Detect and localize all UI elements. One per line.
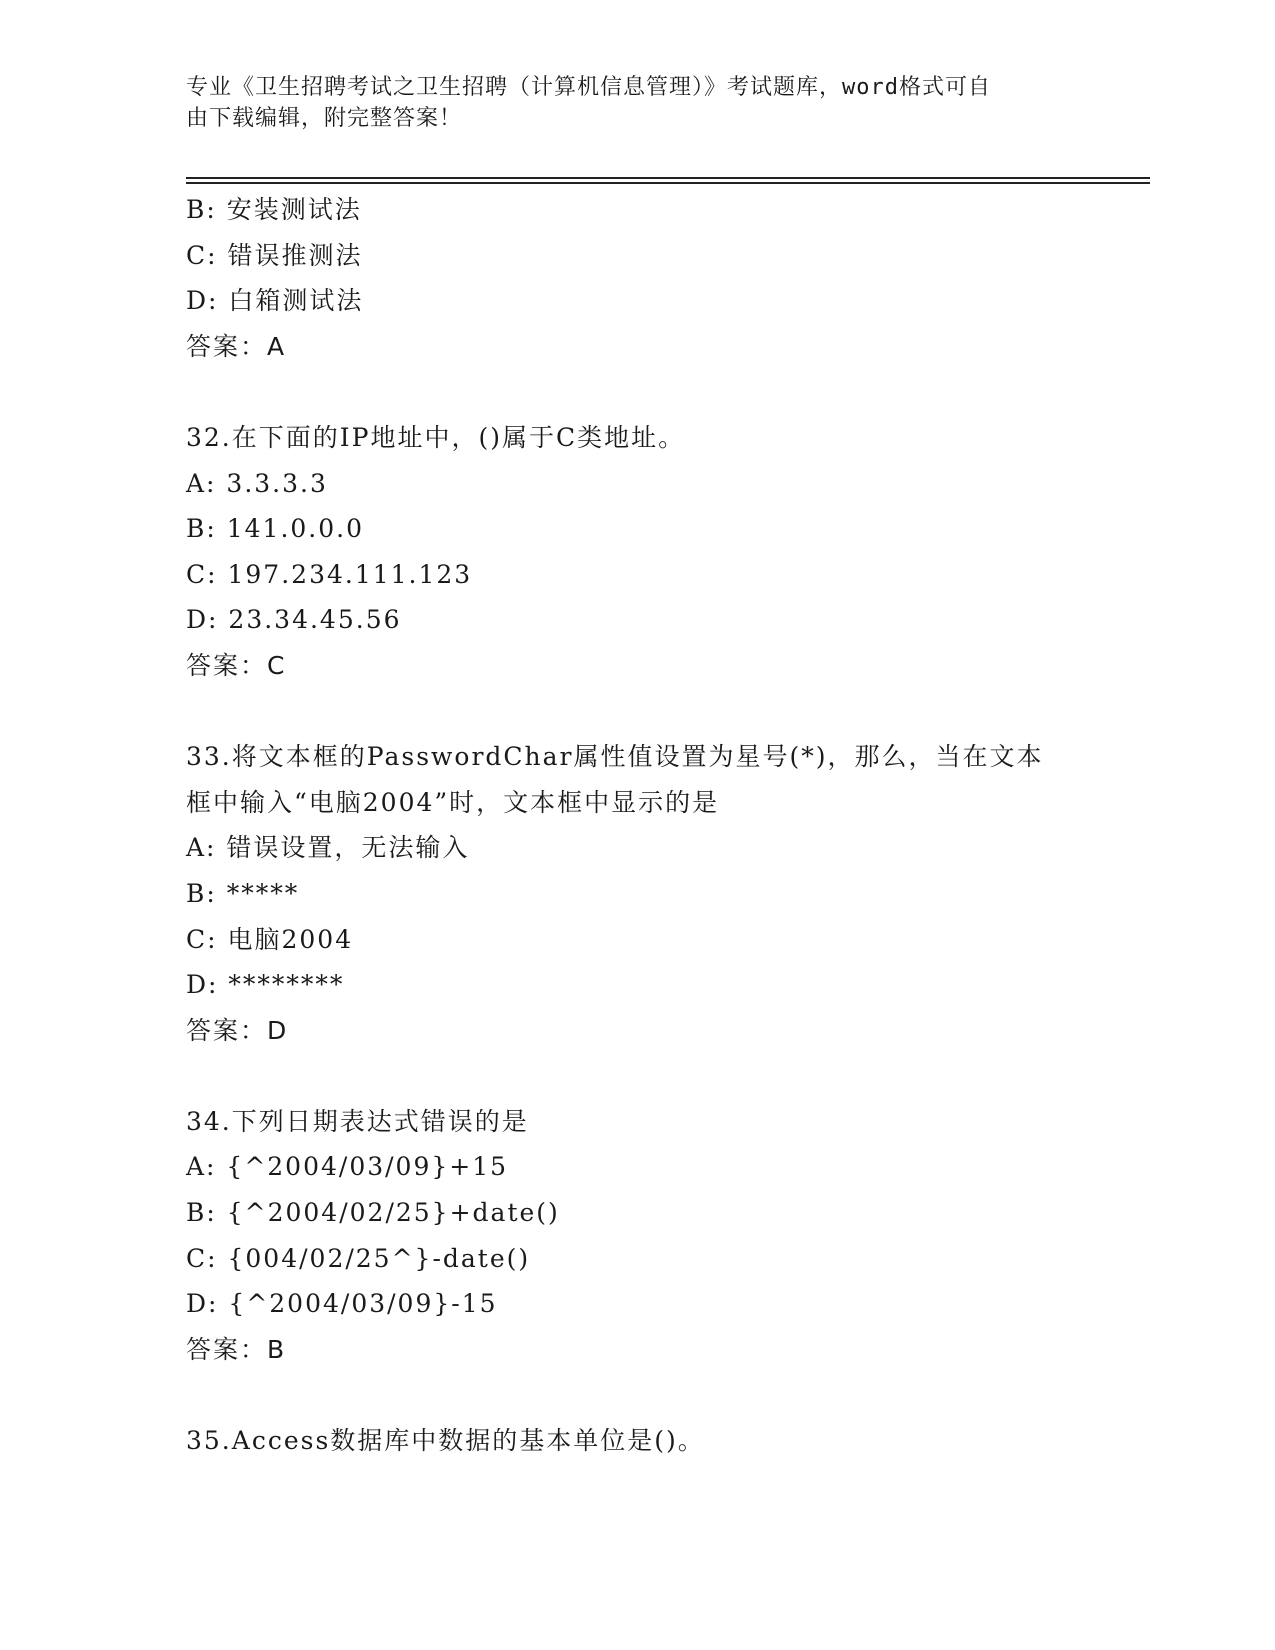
q33-option-b: B: *****	[186, 878, 300, 908]
q34-question: 34.下列日期表达式错误的是	[186, 1106, 529, 1136]
q33-answer: 答案：D	[186, 1015, 289, 1045]
q31-answer: 答案：A	[186, 331, 287, 361]
q33-question-line-2: 框中输入“电脑2004”时，文本框中显示的是	[186, 787, 720, 817]
q34-option-d: D: {^2004/03/09}-15	[186, 1289, 498, 1319]
q33-option-a: A: 错误设置，无法输入	[186, 833, 470, 863]
question-list	[186, 187, 1086, 1464]
q31-option-c: C: 错误推测法	[186, 240, 363, 270]
q31-option-d: D: 白箱测试法	[186, 286, 364, 316]
question-35	[186, 1418, 1086, 1464]
q31-option-b: B: 安装测试法	[186, 195, 362, 224]
q34-option-b: B: {^2004/02/25}+date()	[186, 1198, 560, 1228]
header-line-2: 由下载编辑，附完整答案！	[186, 106, 463, 131]
question-32	[186, 415, 1086, 689]
q32-option-a: A: 3.3.3.3	[186, 468, 328, 498]
spacer	[186, 369, 1086, 415]
q32-option-b: B: 141.0.0.0	[186, 514, 365, 544]
header-line-1: 专业《卫生招聘考试之卫生招聘（计算机信息管理）》考试题库，word格式可自	[186, 75, 991, 100]
q34-option-a: A: {^2004/03/09}+15	[186, 1152, 509, 1182]
q34-answer: 答案：B	[186, 1334, 287, 1364]
header-divider-top	[186, 177, 1150, 179]
q32-option-c: C: 197.234.111.123	[186, 559, 473, 589]
q35-question: 35.Access数据库中数据的基本单位是()。	[186, 1426, 705, 1456]
q32-answer: 答案：C	[186, 650, 287, 680]
question-31	[186, 187, 1086, 369]
spacer	[186, 689, 1086, 735]
q33-option-c: C: 电脑2004	[186, 924, 354, 954]
q33-question-line-1: 33.将文本框的PasswordChar属性值设置为星号(*)，那么，当在文本	[186, 742, 1044, 772]
spacer	[186, 1372, 1086, 1418]
question-34	[186, 1099, 1086, 1373]
header-divider-bottom	[186, 182, 1150, 184]
q33-option-d: D: ********	[186, 970, 345, 1000]
q34-option-c: C: {004/02/25^}-date()	[186, 1243, 531, 1273]
document-header	[186, 72, 1066, 134]
q32-option-d: D: 23.34.45.56	[186, 605, 402, 635]
question-33	[186, 734, 1086, 1053]
q32-question: 32.在下面的IP地址中，()属于C类地址。	[186, 422, 686, 452]
spacer	[186, 1053, 1086, 1099]
